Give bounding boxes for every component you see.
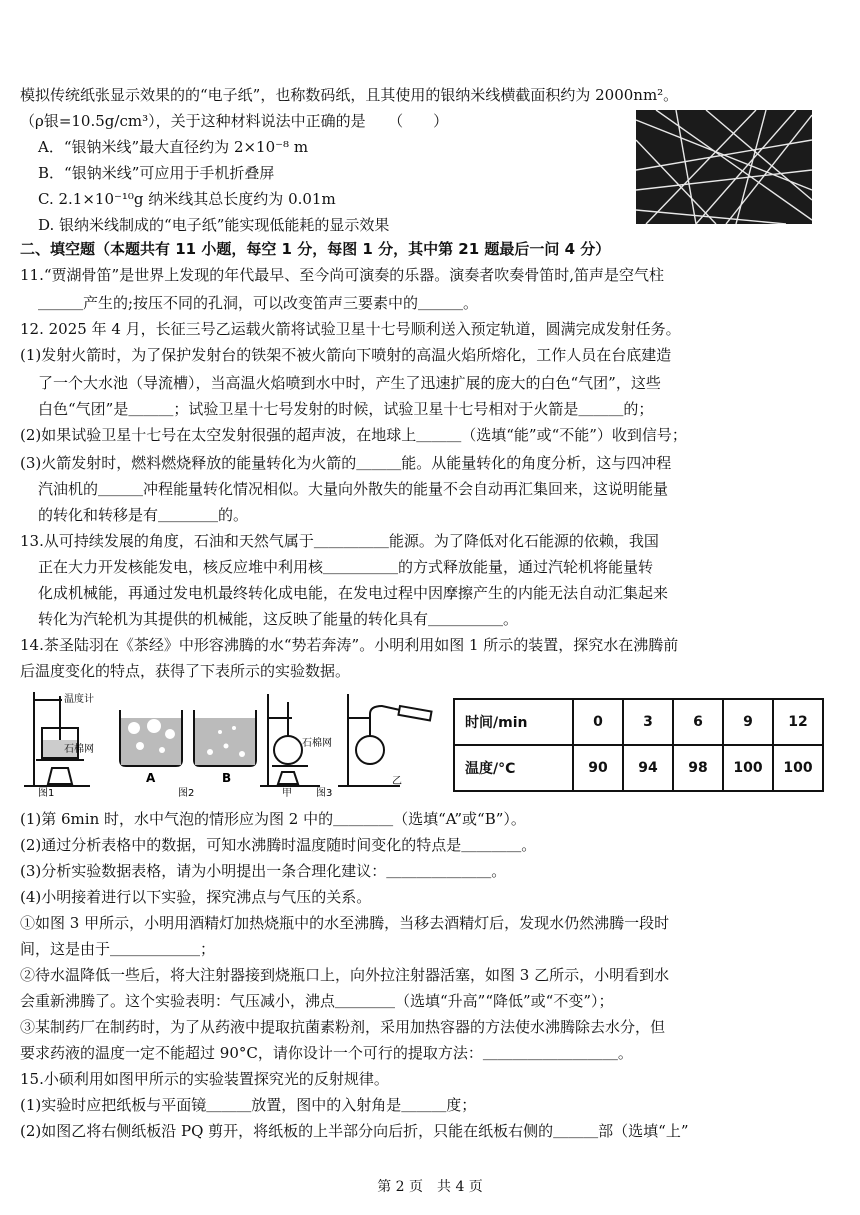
- fig3-jia-label: 甲: [282, 788, 292, 798]
- text-line: 正在大力开发核能发电，核反应堆中利用核＿＿＿＿＿的方式释放能量，通过汽轮机将能量转: [38, 558, 654, 576]
- fig3-yi-label: 乙: [392, 776, 402, 787]
- text-line: 11.“贾湖骨笛”是世界上发现的年代最早、至今尚可演奏的乐器。演奏者吹奏骨笛时,笛声是空气柱: [20, 266, 664, 284]
- time-cell: 12: [773, 699, 823, 745]
- fig3-label: 图3: [316, 788, 333, 798]
- temperature-data-table: [453, 698, 824, 792]
- section-heading: 二、填空题（本题共有 11 小题，每空 1 分，每图 1 分，其中第 21 题最后一问 4 分）: [20, 240, 611, 258]
- text-line: (1)第 6min 时，水中气泡的情形应为图 2 中的＿＿＿＿（选填“A”或“B”）。: [20, 810, 526, 828]
- temp-cell: 98: [673, 745, 723, 791]
- text-line: (3)分析实验数据表格，请为小明提出一条合理化建议：＿＿＿＿＿＿＿。: [20, 862, 507, 880]
- table-row: [454, 699, 823, 745]
- text-line: 15.小硕利用如图甲所示的实验装置探究光的反射规律。: [20, 1070, 389, 1088]
- text-line: 白色“气团”是＿＿＿；试验卫星十七号发射的时候，试验卫星十七号相对于火箭是＿＿＿的；: [38, 400, 654, 418]
- thermometer-label: 温度计: [64, 694, 94, 705]
- text-line: 12. 2025 年 4 月，长征三号乙运载火箭将试验卫星十七号顺利送入预定轨道，圆满完成发射任务。: [20, 320, 681, 338]
- text-line: 转化为汽轮机为其提供的机械能，这反映了能量的转化具有＿＿＿＿＿。: [38, 610, 519, 628]
- temp-cell: 100: [773, 745, 823, 791]
- text-line: 会重新沸腾了。这个实验表明：气压减小，沸点＿＿＿＿（选填“升高”“降低”或“不变”）；: [20, 992, 614, 1010]
- fig2-b-label: B: [222, 771, 232, 785]
- fig2-label: 图2: [178, 788, 195, 798]
- experiment-figures: [20, 688, 440, 798]
- time-cell: 6: [673, 699, 723, 745]
- temp-cell: 100: [723, 745, 773, 791]
- fig2-a-label: A: [146, 771, 156, 785]
- text-line: (2)如果试验卫星十七号在太空发射很强的超声波，在地球上＿＿＿（选填“能”或“不能”）收到信号；: [20, 426, 687, 444]
- text-line: ②待水温降低一些后，将大注射器接到烧瓶口上，向外拉注射器活塞，如图 3 乙所示，小明看到水: [20, 966, 670, 984]
- text-line: (4)小明接着进行以下实验，探究沸点与气压的关系。: [20, 888, 372, 906]
- text-line: 化成机械能，再通过发电机最终转化成电能，在发电过程中因摩擦产生的内能无法自动汇集起来: [38, 584, 669, 602]
- text-line: 汽油机的＿＿＿冲程能量转化情况相似。大量向外散失的能量不会自动再汇集回来，这说明能量: [38, 480, 669, 498]
- temp-cell: 94: [623, 745, 673, 791]
- asbestos-net-label-2: 石棉网: [302, 738, 332, 749]
- table-row: [454, 745, 823, 791]
- time-cell: 0: [573, 699, 623, 745]
- text-line: A．“银钠米线”最大直径约为 2×10⁻⁸ m: [38, 138, 309, 156]
- text-line: D. 银纳米线制成的“电子纸”能实现低能耗的显示效果: [38, 216, 390, 234]
- text-line: 的转化和转移是有＿＿＿＿的。: [38, 506, 249, 524]
- temp-cell: 90: [573, 745, 623, 791]
- text-line: ＿＿＿产生的;按压不同的孔洞，可以改变笛声三要素中的＿＿＿。: [38, 294, 479, 312]
- text-line: (3)火箭发射时，燃料燃烧释放的能量转化为火箭的＿＿＿能。从能量转化的角度分析，这与四冲程: [20, 454, 672, 472]
- asbestos-net-label: 石棉网: [64, 744, 94, 755]
- fig1-label: 图1: [38, 788, 55, 798]
- text-line: (2)如图乙将右侧纸板沿 PQ 剪开，将纸板的上半部分向后折，只能在纸板右侧的＿＿＿部（选填“上”: [20, 1122, 689, 1140]
- text-line: C. 2.1×10⁻¹⁰g 纳米线其总长度约为 0.01m: [38, 190, 336, 208]
- text-line: 13.从可持续发展的角度，石油和天然气属于＿＿＿＿＿能源。为了降低对化石能源的依赖，我国: [20, 532, 659, 550]
- text-line: (2)通过分析表格中的数据，可知水沸腾时温度随时间变化的特点是＿＿＿＿。: [20, 836, 537, 854]
- text-line: 模拟传统纸张显示效果的的“电子纸”，也称数码纸，且其使用的银纳米线横截面积约为 2000nm²。: [20, 86, 679, 104]
- text-line: (1)实验时应把纸板与平面镜＿＿＿放置，图中的入射角是＿＿＿度；: [20, 1096, 477, 1114]
- text-line: B．“银钠米线”可应用于手机折叠屏: [38, 164, 275, 182]
- time-cell: 9: [723, 699, 773, 745]
- text-line: ①如图 3 甲所示，小明用酒精灯加热烧瓶中的水至沸腾，当移去酒精灯后，发现水仍然沸腾一段时: [20, 914, 670, 932]
- text-line: 了一个大水池（导流槽），当高温火焰喷到水中时，产生了迅速扩展的庞大的白色“气团”，这些: [38, 374, 661, 392]
- text-line: 14.茶圣陆羽在《茶经》中形容沸腾的水“势若奔涛”。小明利用如图 1 所示的装置，探究水在沸腾前: [20, 636, 679, 654]
- text-line: （ρ银=10.5g/cm³），关于这种材料说法中正确的是 （ ）: [20, 112, 449, 130]
- page-footer: 第 2 页 共 4 页: [377, 1179, 483, 1195]
- text-line: 要求药液的温度一定不能超过 90°C，请你设计一个可行的提取方法：＿＿＿＿＿＿＿＿＿。: [20, 1044, 633, 1062]
- text-line: 后温度变化的特点，获得了下表所示的实验数据。: [20, 662, 351, 680]
- text-line: ③某制药厂在制药时，为了从药液中提取抗菌素粉剂，采用加热容器的方法使水沸腾除去水分，但: [20, 1018, 666, 1036]
- time-header: 时间/min: [454, 699, 573, 745]
- silver-nanowire-photo: [636, 110, 812, 224]
- text-line: 间，这是由于＿＿＿＿＿＿；: [20, 940, 216, 958]
- temp-header: 温度/°C: [454, 745, 573, 791]
- text-line: (1)发射火箭时，为了保护发射台的铁架不被火箭向下喷射的高温火焰所熔化，工作人员在台底建造: [20, 346, 672, 364]
- time-cell: 3: [623, 699, 673, 745]
